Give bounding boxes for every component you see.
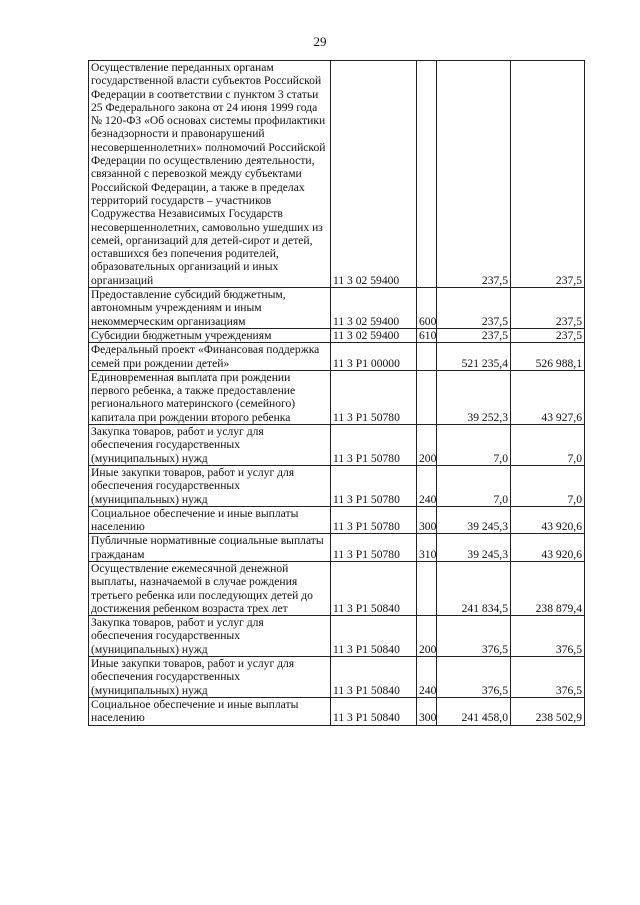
table-row — [89, 616, 585, 657]
table-row — [89, 370, 585, 424]
row-expense-type: 610 — [417, 328, 437, 342]
row-code: 11 3 P1 50780 — [331, 425, 417, 466]
row-value-year-1: 39 245,3 — [437, 506, 511, 534]
row-value-year-1: 376,5 — [437, 657, 511, 698]
row-value-year-1: 39 252,3 — [437, 370, 511, 424]
row-code: 11 3 P1 50780 — [331, 506, 417, 534]
row-value-year-1: 237,5 — [437, 288, 511, 329]
row-name: Предоставление субсидий бюджетным, автономным учреждениям и иным некоммерческим организациям — [89, 288, 331, 329]
row-value-year-2: 237,5 — [511, 288, 585, 329]
row-name: Иные закупки товаров, работ и услуг для обеспечения государственных (муниципальных) нужд — [89, 465, 331, 506]
row-expense-type — [417, 370, 437, 424]
row-value-year-2: 43 927,6 — [511, 370, 585, 424]
row-value-year-2: 238 879,4 — [511, 561, 585, 615]
table-row — [89, 288, 585, 329]
row-code: 11 3 P1 50840 — [331, 616, 417, 657]
row-code: 11 3 P1 50840 — [331, 561, 417, 615]
row-value-year-2: 7,0 — [511, 425, 585, 466]
row-name: Социальное обеспечение и иные выплаты населению — [89, 506, 331, 534]
budget-table — [88, 60, 585, 726]
row-code: 11 3 P1 50840 — [331, 697, 417, 725]
row-value-year-1: 521 235,4 — [437, 343, 511, 371]
row-expense-type: 300 — [417, 697, 437, 725]
row-code: 11 3 P1 00000 — [331, 343, 417, 371]
row-value-year-1: 241 834,5 — [437, 561, 511, 615]
row-expense-type: 200 — [417, 425, 437, 466]
table-row — [89, 465, 585, 506]
row-value-year-1: 241 458,0 — [437, 697, 511, 725]
row-expense-type: 300 — [417, 506, 437, 534]
table-row — [89, 534, 585, 562]
row-code: 11 3 02 59400 — [331, 288, 417, 329]
row-code: 11 3 P1 50840 — [331, 657, 417, 698]
table-row — [89, 425, 585, 466]
row-value-year-2: 7,0 — [511, 465, 585, 506]
row-code: 11 3 P1 50780 — [331, 465, 417, 506]
row-expense-type — [417, 561, 437, 615]
row-name: Осуществление ежемесячной денежной выплаты, назначаемой в случае рождения третьего ребенка или последующих детей до достижения ребенком возраста трех лет — [89, 561, 331, 615]
row-value-year-2: 43 920,6 — [511, 534, 585, 562]
row-value-year-1: 7,0 — [437, 425, 511, 466]
row-name: Закупка товаров, работ и услуг для обеспечения государственных (муниципальных) нужд — [89, 616, 331, 657]
row-code: 11 3 P1 50780 — [331, 370, 417, 424]
row-value-year-1: 7,0 — [437, 465, 511, 506]
row-name: Социальное обеспечение и иные выплаты населению — [89, 697, 331, 725]
row-expense-type: 310 — [417, 534, 437, 562]
row-name: Иные закупки товаров, работ и услуг для обеспечения государственных (муниципальных) нужд — [89, 657, 331, 698]
table-row — [89, 343, 585, 371]
row-name: Осуществление переданных органам государственной власти субъектов Российской Федерации в соответствии с пунктом 3 статьи 25 Федерального закона от 24 июня 1999 года № 120-ФЗ «Об основах системы профилактики безнадзорности и правонарушений несовершеннолетних» полномочий Российской Федерации по осуществлению деятельности, связанной с перевозкой между субъектами Российской Федерации, а также в пределах территорий государств – участников Содружества Независимых Государств несовершеннолетних, самовольно ушедших из семей, организаций для детей-сирот и детей, оставшихся без попечения родителей, образовательных организаций и иных организаций — [89, 61, 331, 288]
row-expense-type — [417, 61, 437, 288]
row-value-year-2: 376,5 — [511, 657, 585, 698]
row-name: Публичные нормативные социальные выплаты гражданам — [89, 534, 331, 562]
row-value-year-1: 237,5 — [437, 328, 511, 342]
row-value-year-2: 526 988,1 — [511, 343, 585, 371]
row-code: 11 3 P1 50780 — [331, 534, 417, 562]
row-name: Федеральный проект «Финансовая поддержка семей при рождении детей» — [89, 343, 331, 371]
row-value-year-1: 237,5 — [437, 61, 511, 288]
row-name: Субсидии бюджетным учреждениям — [89, 328, 331, 342]
row-value-year-2: 43 920,6 — [511, 506, 585, 534]
row-value-year-1: 376,5 — [437, 616, 511, 657]
table-row — [89, 61, 585, 288]
row-expense-type — [417, 343, 437, 371]
row-value-year-2: 237,5 — [511, 328, 585, 342]
row-expense-type: 240 — [417, 465, 437, 506]
page-number: 29 — [313, 34, 327, 49]
row-expense-type: 600 — [417, 288, 437, 329]
table-row — [89, 657, 585, 698]
table-row — [89, 697, 585, 725]
table-row — [89, 506, 585, 534]
row-expense-type: 240 — [417, 657, 437, 698]
table-row — [89, 328, 585, 342]
row-name: Единовременная выплата при рождении первого ребенка, а также предоставление регионального материнского (семейного) капитала при рождении второго ребенка — [89, 370, 331, 424]
row-name: Закупка товаров, работ и услуг для обеспечения государственных (муниципальных) нужд — [89, 425, 331, 466]
row-expense-type: 200 — [417, 616, 437, 657]
row-value-year-2: 376,5 — [511, 616, 585, 657]
row-value-year-1: 39 245,3 — [437, 534, 511, 562]
table-row — [89, 561, 585, 615]
row-code: 11 3 02 59400 — [331, 328, 417, 342]
row-value-year-2: 237,5 — [511, 61, 585, 288]
row-code: 11 3 02 59400 — [331, 61, 417, 288]
row-value-year-2: 238 502,9 — [511, 697, 585, 725]
